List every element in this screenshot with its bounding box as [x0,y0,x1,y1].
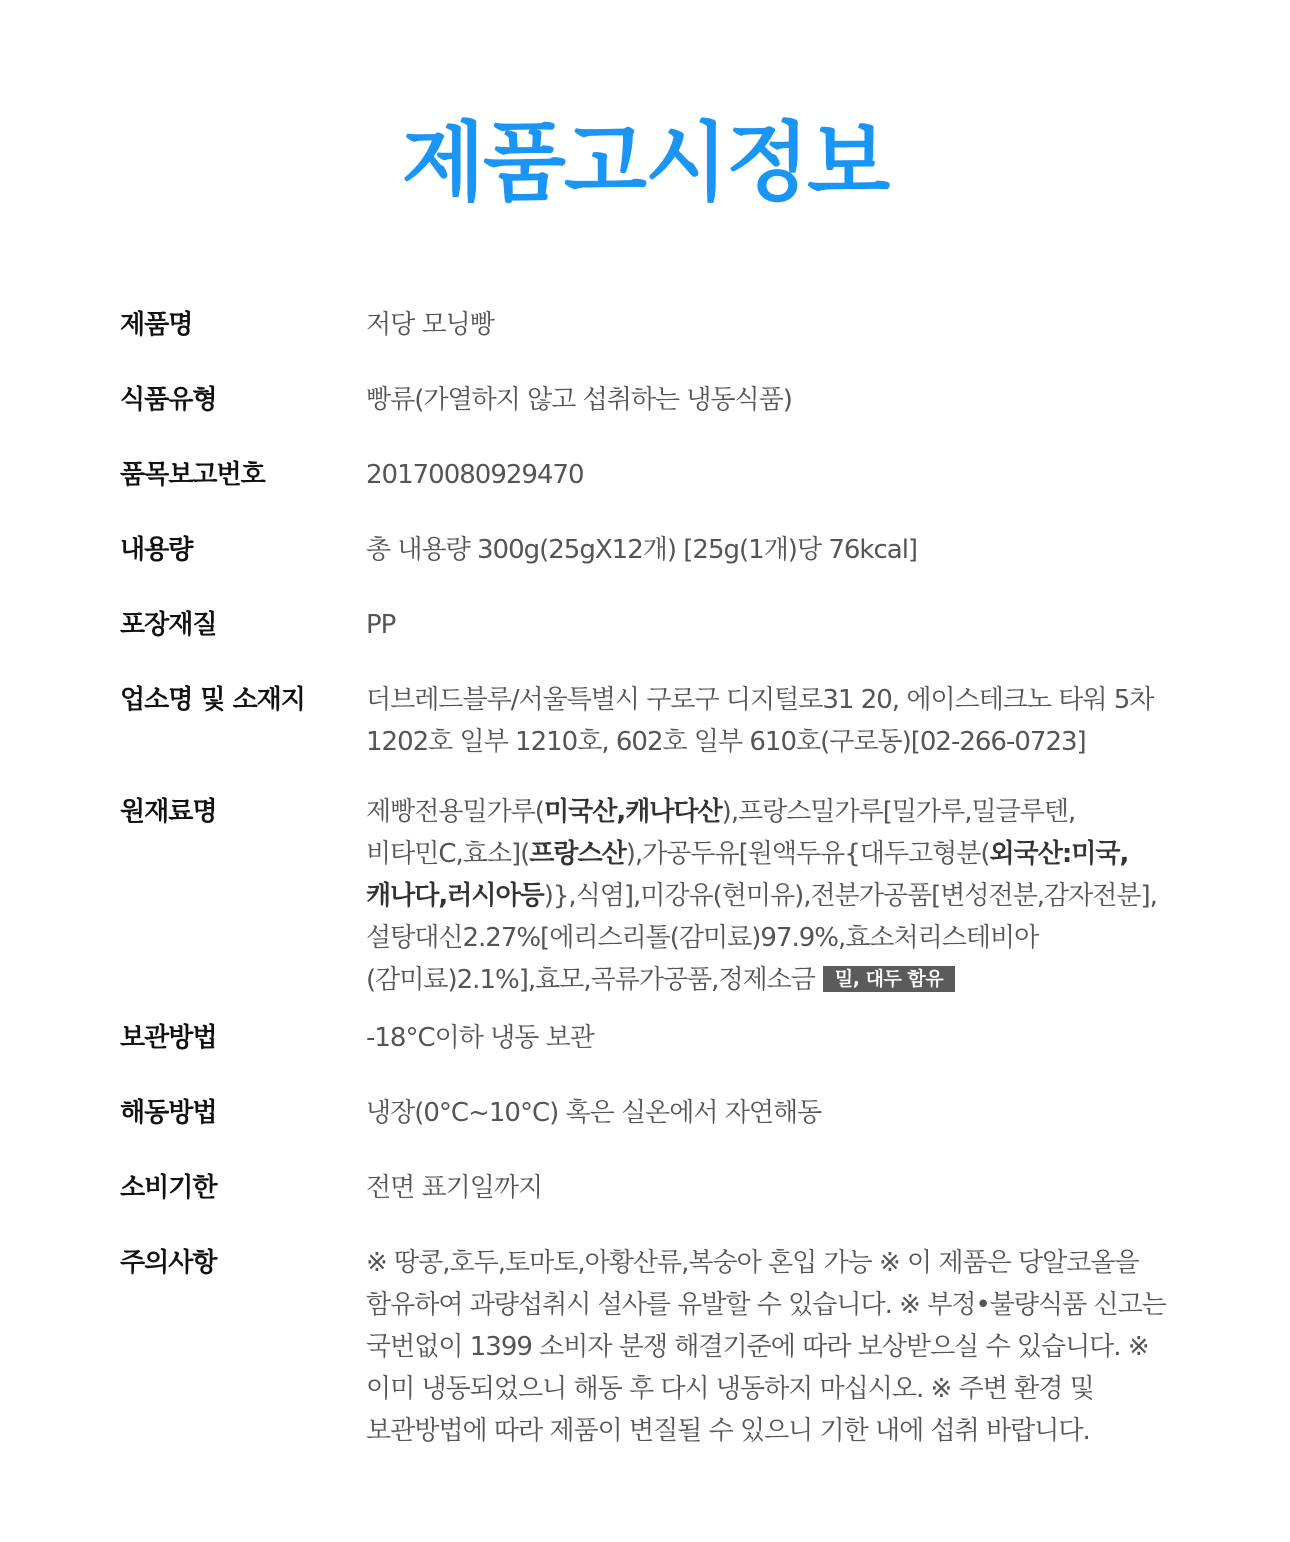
row-label: 보관방법 [120,1023,217,1053]
info-row-thawing [120,1092,1170,1167]
info-row-manufacturer [120,679,1170,791]
row-label: 내용량 [120,535,193,565]
row-label: 주의사항 [120,1248,217,1278]
row-value: PP [366,610,396,640]
row-label: 식품유형 [120,385,217,415]
row-value: 더브레드블루/서울특별시 구로구 디지털로31 20, 에이스테크노 타워 5차 1202호 일부 1210호, 602호 일부 610호(구로동)[02-266-0723] [366,685,1154,757]
row-label: 포장재질 [120,610,217,640]
row-value: ※ 땅콩,호두,토마토,아황산류,복숭아 혼입 가능 ※ 이 제품은 당알코올을 함유하여 과량섭취시 설사를 유발할 수 있습니다. ※ 부정•불량식품 신고는 국번없이 1399 소비자 분쟁 해결기준에 따라 보상받으실 수 있습니다. ※ 이미 냉동되었으니 해동 후 다시 냉동하지 마십시오. ※ 주변 환경 및 보관방법에 따라 제품이 변질될 수 있으니 기한 내에 섭취 바랍니다. [366,1248,1166,1446]
info-row-ingredients [120,791,1170,1017]
ingredient-origin: 외국산:미국,캐나다,러시아등 [366,839,1129,911]
allergen-badge: 밀, 대두 함유 [823,966,955,992]
info-row-storage [120,1017,1170,1092]
row-value: 냉장(0°C~10°C) 혹은 실온에서 자연해동 [366,1098,822,1128]
product-info-table [120,304,1170,1452]
info-row-cautions [120,1242,1170,1452]
row-value: 빵류(가열하지 않고 섭취하는 냉동식품) [366,385,792,415]
row-value: 저당 모닝빵 [366,310,494,340]
info-row-report-number [120,454,1170,529]
row-label: 원재료명 [120,797,217,827]
ingredient-text: 제빵전용밀가루( [366,797,544,827]
ingredient-text: ),가공두유[원액두유{대두고형분( [625,839,990,869]
row-value-ingredients [366,791,1166,1001]
row-value: 총 내용량 300g(25gX12개) [25g(1개)당 76kcal] [366,535,918,565]
row-value: 20170080929470 [366,460,584,490]
ingredient-text: )},식염],미강유(현미유),전분가공품[변성전분,감자전분],설탕대신2.27%[에리스리톨(감미료)97.9%,효소처리스테비아(감미료)2.1%],효모,곡류가공품,정제소금 [366,881,1157,995]
row-label: 소비기한 [120,1173,217,1203]
info-row-net-content [120,529,1170,604]
info-row-expiry [120,1167,1170,1242]
ingredient-text: ),프랑스밀가루[밀가루,밀글루텐,비타민C,효소]( [366,797,1076,869]
row-label: 해동방법 [120,1098,217,1128]
ingredient-origin: 프랑스산 [529,839,626,869]
row-label: 품목보고번호 [120,460,265,490]
row-label: 업소명 및 소재지 [120,685,305,715]
info-row-product-name [120,304,1170,379]
ingredient-origin: 미국산,캐나다산 [543,797,722,827]
info-row-packaging [120,604,1170,679]
row-label: 제품명 [120,310,193,340]
row-value: 전면 표기일까지 [366,1173,543,1203]
info-row-food-type [120,379,1170,454]
row-value: -18°C이하 냉동 보관 [366,1023,594,1053]
page-title: 제품고시정보 [401,113,889,213]
